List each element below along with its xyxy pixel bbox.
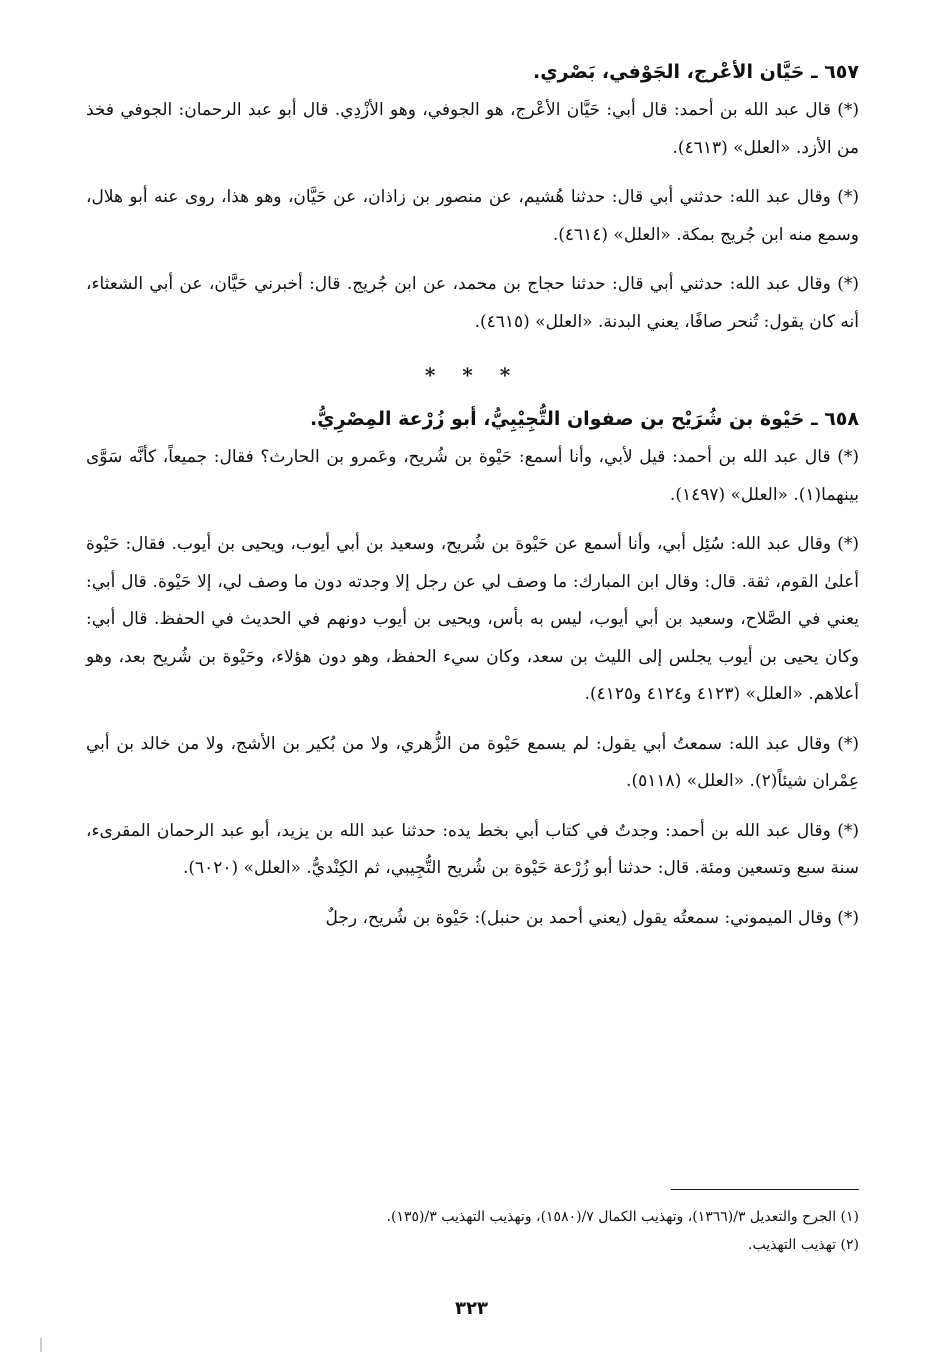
entry-657 bbox=[86, 58, 859, 341]
paragraph: (*) وقال عبد الله: سُئِل أبي، وأنا أسمع عن حَيْوة بن شُريح، وسعيد بن أبي أيوب، ويحيى بن أيوب. فقال: حَيْوة أعلىٰ القوم، ثقة. قال: وقال ابن المبارك: ما وصف لي عن رجل إلا وجدته دون ما وصف لي، إلا حَيْوة. قال أبي: يعني في الصَّلاح، وسعيد بن أبي أيوب، ليس به بأس، ويحيى بن أيوب دونهم في الحديث في الحفظ. قال أبي: وكان يحيى بن أيوب يجلس إلى الليث بن سعد، وكان سيء الحفظ، وهو دون هؤلاء، وحَيْوة بن شُريح بعد، وهو أعلاهم. «العلل» (٤١٢٣ و٤١٢٤ و٤١٢٥). bbox=[86, 534, 859, 704]
paragraph: (*) وقال عبد الله بن أحمد: وجدتُ في كتاب أبي بخط يده: حدثنا عبد الله بن يزيد، أبو عبد الرحمان المقرىء، سنة سبع وتسعين ومئة. قال: حدثنا أبو زُرْعة حَيْوة بن شُريح التُّجِيبي، ثم الكِنْديُّ. «العلل» (٦٠٢٠). bbox=[86, 820, 859, 878]
footnotes bbox=[86, 1203, 859, 1259]
section-separator: * * * bbox=[424, 363, 521, 387]
entry-658 bbox=[86, 405, 859, 937]
paragraph: (*) وقال الميموني: سمعتُه يقول (يعني أحمد بن حنبل): حَيْوة بن شُريح، رجلٌ bbox=[325, 907, 859, 928]
paragraph: (*) قال عبد الله بن أحمد: قال أبي: حَيَّان الأعْرج، هو الجوفي، وهو الأزْدِي. قال أبو عبد الرحمان: الجوفي فخذ من الأزد. «العلل» (٤٦١٣). bbox=[86, 100, 859, 158]
footnote-divider bbox=[671, 1189, 859, 1190]
paragraph: (*) وقال عبد الله: سمعتُ أبي يقول: لم يسمع حَيْوة من الزُّهري، ولا من بُكير بن الأشج، ولا من خالد بن أبي عِمْران شيئاً(٢). «العلل» (٥١١٨). bbox=[86, 733, 859, 791]
page-number: ٣٢٣ bbox=[455, 1298, 488, 1319]
paragraph: (*) وقال عبد الله: حدثني أبي قال: حدثنا هُشيم، عن منصور بن زاذان، عن حَيَّان، وهو هذا، روى عنه أبو هلال، وسمع منه ابن جُريج بمكة. «العلل» (٤٦١٤). bbox=[86, 187, 859, 245]
scan-mark bbox=[40, 1338, 42, 1352]
footnote: (١) الجرح والتعديل ٣/(١٣٦٦)، وتهذيب الكمال ٧/(١٥٨٠)، وتهذيب التهذيب ٣/(١٣٥). bbox=[386, 1209, 859, 1225]
main-text bbox=[86, 58, 859, 949]
paragraph: (*) قال عبد الله بن أحمد: قيل لأبي، وأنا أسمع: حَيْوة بن شُريح، وعَمرو بن الحارث؟ فقال: جميعاً، كأنَّه سَوَّى بينهما(١). «العلل» (١٤٩٧). bbox=[86, 447, 859, 505]
paragraph: (*) وقال عبد الله: حدثني أبي قال: حدثنا حجاج بن محمد، عن ابن جُريج. قال: أخبرني حَيَّان، عن أبي الشعثاء، أنه كان يقول: تُنحر صافًا، يعني البدنة. «العلل» (٤٦١٥). bbox=[86, 274, 859, 332]
footnote: (٢) تهذيب التهذيب. bbox=[748, 1237, 859, 1253]
entry-heading: ٦٥٧ ـ حَيَّان الأعْرج، الجَوْفي، بَصْري. bbox=[533, 61, 859, 83]
entry-heading: ٦٥٨ ـ حَيْوة بن شُرَيْح بن صفوان التُّجِيْبِيُّ، أبو زُرْعة المِصْرِيُّ. bbox=[309, 408, 859, 430]
